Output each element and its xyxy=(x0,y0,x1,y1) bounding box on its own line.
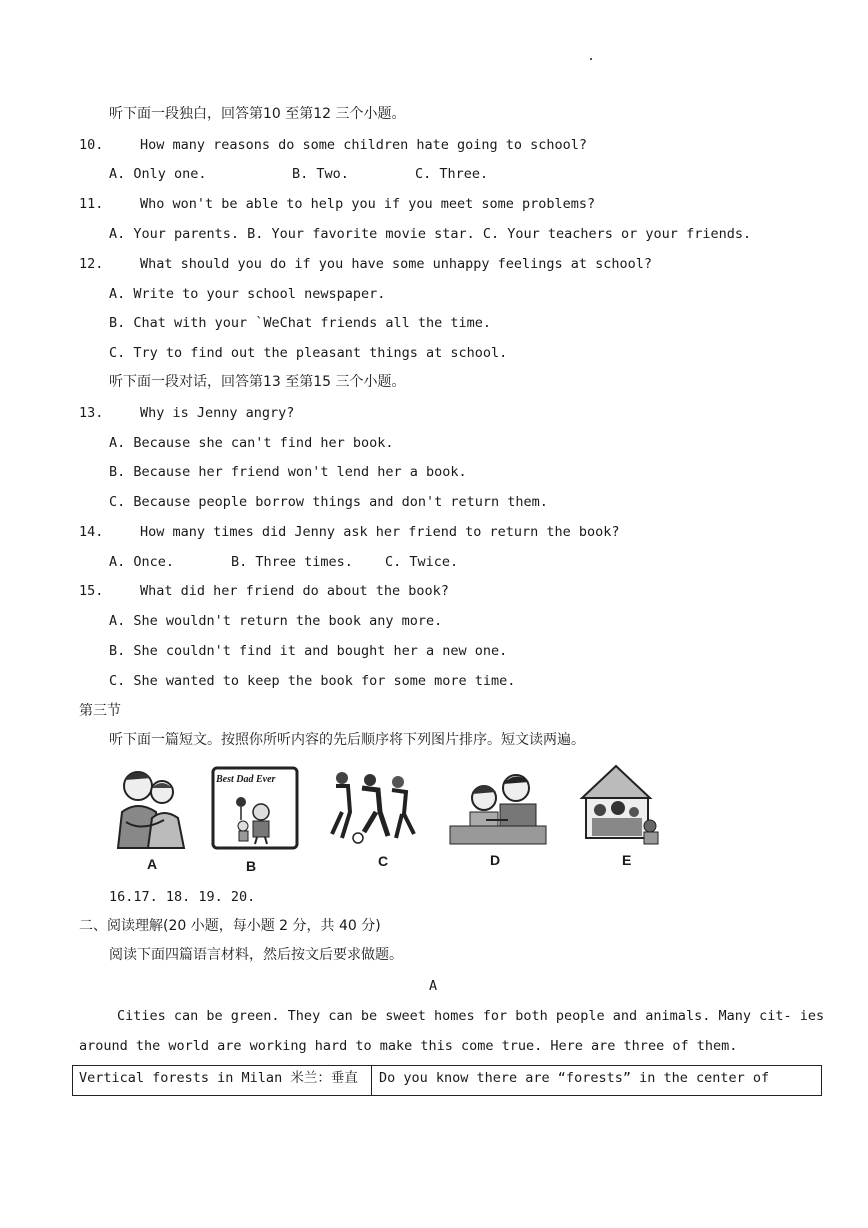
picture-c-label: C xyxy=(378,853,389,869)
picture-d-label: D xyxy=(490,852,501,868)
q10-option-b: B. Two. xyxy=(292,166,349,182)
picture-e-label: E xyxy=(622,852,632,868)
q12-option-c: C. Try to find out the pleasant things at school. xyxy=(109,345,508,361)
q13-option-a: A. Because she can't find her book. xyxy=(109,435,394,451)
q15-option-c: C. She wanted to keep the book for some more time. xyxy=(109,673,516,689)
passage-line-1: Cities can be green. They can be sweet homes for both people and animals. Many cit- ies xyxy=(117,1008,825,1024)
q13-text: Why is Jenny angry? xyxy=(140,405,295,421)
passage-table xyxy=(72,1065,822,1096)
card-text: Best Dad Ever xyxy=(216,774,276,785)
q15-option-a: A. She wouldn't return the book any more. xyxy=(109,613,443,629)
q14-option-a: A. Once. xyxy=(109,554,175,570)
q13-number: 13. xyxy=(79,405,104,421)
q14-number: 14. xyxy=(79,524,104,540)
table-cell-1 xyxy=(73,1066,372,1095)
scan-dot xyxy=(590,58,592,60)
part2-intro: 阅读下面四篇语言材料，然后按文后要求做题。 xyxy=(109,947,403,963)
q10-option-a: A. Only one. xyxy=(109,166,207,182)
q13-option-b: B. Because her friend won't lend her a book. xyxy=(109,464,467,480)
q10-text: How many reasons do some children hate going to school? xyxy=(140,137,588,153)
answer-blanks: 16.17. 18. 19. 20. xyxy=(109,889,256,905)
q12-text: What should you do if you have some unhappy feelings at school? xyxy=(140,256,653,272)
family-house-icon xyxy=(578,762,664,850)
listen-intro-13-15: 听下面一段对话，回答第13 至第15 三个小题。 xyxy=(109,374,406,390)
playing-football-icon xyxy=(328,768,418,846)
listen-intro-10-12: 听下面一段独白，回答第10 至第12 三个小题。 xyxy=(109,106,406,122)
section3-intro: 听下面一篇短文。按照你所听内容的先后顺序将下列图片排序。短文读两遍。 xyxy=(109,732,585,748)
passage-line-2: around the world are working hard to make this come true. Here are three of them. xyxy=(79,1038,738,1054)
q15-text: What did her friend do about the book? xyxy=(140,583,449,599)
picture-b-label: B xyxy=(246,858,257,874)
q15-option-b: B. She couldn't find it and bought her a new one. xyxy=(109,643,508,659)
picture-row xyxy=(108,762,668,874)
q15-number: 15. xyxy=(79,583,104,599)
q11-number: 11. xyxy=(79,196,104,212)
reading-together-icon xyxy=(446,768,550,846)
q11-options: A. Your parents. B. Your favorite movie star. C. Your teachers or your friends. xyxy=(109,226,752,242)
q12-number: 12. xyxy=(79,256,104,272)
section3-heading: 第三节 xyxy=(79,703,121,719)
q13-option-c: C. Because people borrow things and don't return them. xyxy=(109,494,548,510)
q14-option-c: C. Twice. xyxy=(385,554,459,570)
q12-option-b: B. Chat with your `WeChat friends all the time. xyxy=(109,315,492,331)
father-child-hug-icon xyxy=(112,762,192,850)
table-cell-1-text: Vertical forests in Milan 米兰：垂直 xyxy=(79,1070,358,1086)
q14-option-b: B. Three times. xyxy=(231,554,353,570)
q11-text: Who won't be able to help you if you meet some problems? xyxy=(140,196,596,212)
picture-a-label: A xyxy=(147,856,158,872)
q12-option-a: A. Write to your school newspaper. xyxy=(109,286,386,302)
q10-number: 10. xyxy=(79,137,104,153)
part2-heading: 二、阅读理解(20 小题，每小题 2 分，共 40 分) xyxy=(79,918,381,934)
table-cell-2-text: Do you know there are “forests” in the center of xyxy=(379,1070,770,1086)
passage-label: A xyxy=(429,978,438,994)
q14-text: How many times did Jenny ask her friend to return the book? xyxy=(140,524,620,540)
q10-option-c: C. Three. xyxy=(415,166,489,182)
